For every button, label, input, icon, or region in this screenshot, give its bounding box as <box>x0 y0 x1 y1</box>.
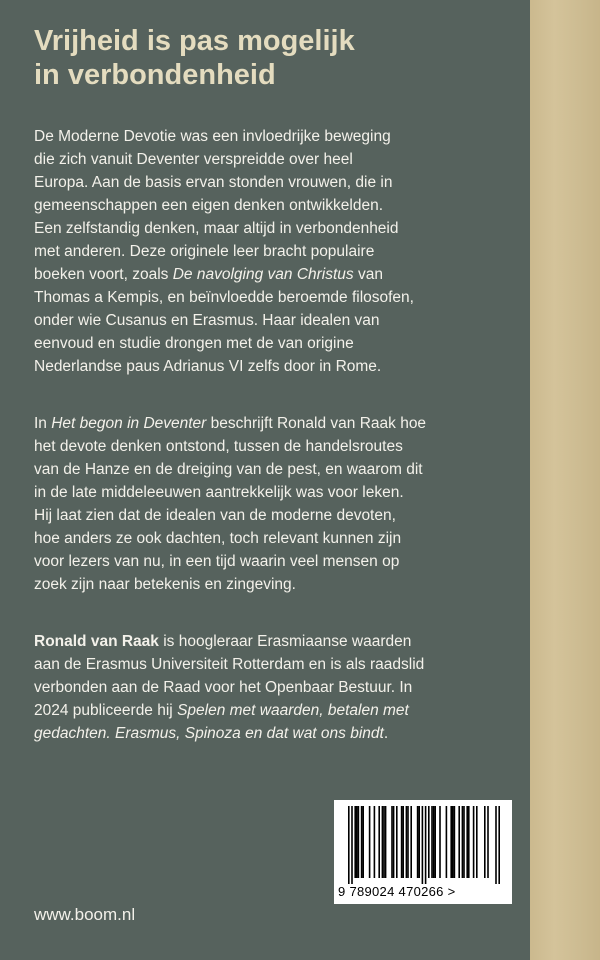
barcode-bar <box>393 806 395 878</box>
barcode-bar <box>433 806 435 878</box>
text-segment: aan de Erasmus Universiteit Rotterdam en is als raadslid <box>34 656 425 673</box>
barcode-bar <box>383 806 385 878</box>
text-segment: Europa. Aan de basis ervan stonden vrouwen, die in <box>34 174 393 191</box>
text-segment: zoek zijn naar betekenis en zingeving. <box>34 576 296 593</box>
text-segment: voor lezers van nu, in een tijd waarin veel mensen op <box>34 553 400 570</box>
italic-title: gedachten. Erasmus, Spinoza en dat wat ons bindt <box>34 725 384 742</box>
barcode-bar <box>495 806 497 884</box>
text-line <box>34 676 514 699</box>
text-line <box>34 355 514 378</box>
text-segment: 2024 publiceerde hij <box>34 702 178 719</box>
text-line <box>34 435 514 458</box>
text-line <box>34 481 514 504</box>
barcode-bar <box>452 806 454 878</box>
barcode-bar <box>473 806 475 878</box>
text-segment: het devote denken ontstond, tussen de handelsroutes <box>34 438 403 455</box>
barcode-bar <box>439 806 441 878</box>
title-line: in verbondenheid <box>34 59 276 91</box>
text-line <box>34 217 514 240</box>
barcode-bar <box>356 806 358 878</box>
text-segment: Thomas a Kempis, en beïnvloedde beroemde filosofen, <box>34 289 414 306</box>
barcode-bar <box>407 806 409 878</box>
barcode-bar <box>476 806 478 878</box>
text-segment: verbonden aan de Raad voor het Openbaar Bestuur. In <box>34 679 413 696</box>
text-line <box>34 309 514 332</box>
text-line <box>34 527 514 550</box>
text-segment: is hoogleraar Erasmiaanse waarden <box>158 633 412 650</box>
text-line <box>34 412 514 435</box>
barcode-bar <box>369 806 371 878</box>
text-segment: onder wie Cusanus en Erasmus. Haar idealen van <box>34 312 380 329</box>
barcode-bar <box>391 806 393 878</box>
text-segment: in de late middeleeuwen aantrekkelijk was voor leken. <box>34 484 404 501</box>
barcode-bar <box>382 806 384 878</box>
text-line <box>34 458 514 481</box>
author-name: Ronald van Raak <box>34 633 159 650</box>
text-line <box>34 573 514 596</box>
barcode-bar <box>450 806 452 878</box>
barcode-bar <box>402 806 404 878</box>
barcode-bar <box>454 806 456 878</box>
book-spine-edge <box>530 0 600 960</box>
text-segment: hoe anders ze ook dachten, toch relevant kunnen zijn <box>34 530 402 547</box>
text-segment: eenvoud en studie drongen met de van origine <box>34 335 354 352</box>
barcode-bar <box>498 806 500 884</box>
text-line <box>34 171 514 194</box>
barcode-bar <box>462 806 464 878</box>
title-line: Vrijheid is pas mogelijk <box>34 25 355 57</box>
isbn-number: 9 789024 470266 > <box>338 884 456 899</box>
text-line <box>34 240 514 263</box>
text-segment: In <box>34 415 52 432</box>
barcode-bar <box>354 806 356 878</box>
barcode-bar <box>351 806 353 884</box>
barcode-bar <box>468 806 470 878</box>
barcode-bar <box>362 806 364 878</box>
text-line <box>34 630 514 653</box>
blurb-paragraph-1 <box>34 125 514 378</box>
italic-title: De navolging van Christus <box>172 266 354 283</box>
barcode-bar <box>358 806 360 878</box>
text-line <box>34 125 514 148</box>
barcode-bar <box>385 806 387 878</box>
text-segment: Een zelfstandig denken, maar altijd in verbondenheid <box>34 220 399 237</box>
author-bio-paragraph <box>34 630 514 745</box>
barcode-bar <box>466 806 468 878</box>
text-line <box>34 194 514 217</box>
barcode-bar <box>484 806 486 878</box>
barcode-bar <box>406 806 408 878</box>
text-segment: De Moderne Devotie was een invloedrijke beweging <box>34 128 391 145</box>
text-line <box>34 653 514 676</box>
text-segment: boeken voort, zoals <box>34 266 173 283</box>
barcode-bars <box>340 806 506 884</box>
text-segment: Nederlandse paus Adrianus VI zelfs door in Rome. <box>34 358 382 375</box>
barcode-bar <box>417 806 419 878</box>
barcode-bar <box>418 806 420 878</box>
blurb-paragraph-2 <box>34 412 514 596</box>
text-segment: Hij laat zien dat de idealen van de moderne devoten, <box>34 507 396 524</box>
barcode-bar <box>361 806 363 878</box>
text-line <box>34 263 514 286</box>
isbn-barcode <box>334 800 512 904</box>
barcode-bar <box>487 806 489 878</box>
barcode-bar <box>401 806 403 878</box>
text-segment: gemeenschappen een eigen denken ontwikkelden. <box>34 197 384 214</box>
barcode-bar <box>396 806 398 878</box>
barcode-bar <box>428 806 430 878</box>
barcode-bar <box>374 806 376 878</box>
text-segment: beschrijft Ronald van Raak hoe <box>206 415 427 432</box>
cover-title <box>34 24 514 92</box>
barcode-bar <box>446 806 448 878</box>
barcode-bar <box>434 806 436 878</box>
text-line <box>34 504 514 527</box>
italic-title: Spelen met waarden, betalen met <box>177 702 409 719</box>
barcode-bar <box>425 806 427 884</box>
text-line <box>34 699 514 722</box>
barcode-bar <box>422 806 424 884</box>
text-line <box>34 332 514 355</box>
text-line <box>34 286 514 309</box>
barcode-bar <box>410 806 412 878</box>
text-segment: van <box>353 266 383 283</box>
text-line <box>34 722 514 745</box>
barcode-bar <box>378 806 380 878</box>
italic-title: Het begon in Deventer <box>51 415 207 432</box>
text-line <box>34 148 514 171</box>
barcode-bar <box>348 806 350 884</box>
text-segment: met anderen. Deze originele leer bracht populaire <box>34 243 375 260</box>
publisher-website[interactable]: www.boom.nl <box>34 905 136 924</box>
text-line <box>34 550 514 573</box>
barcode-bar <box>431 806 433 878</box>
text-segment: . <box>383 725 389 742</box>
barcode-bar <box>463 806 465 878</box>
text-segment: van de Hanze en de dreiging van de pest, en waarom dit <box>34 461 423 478</box>
barcode-bar <box>458 806 460 878</box>
text-segment: die zich vanuit Deventer verspreidde over heel <box>34 151 353 168</box>
